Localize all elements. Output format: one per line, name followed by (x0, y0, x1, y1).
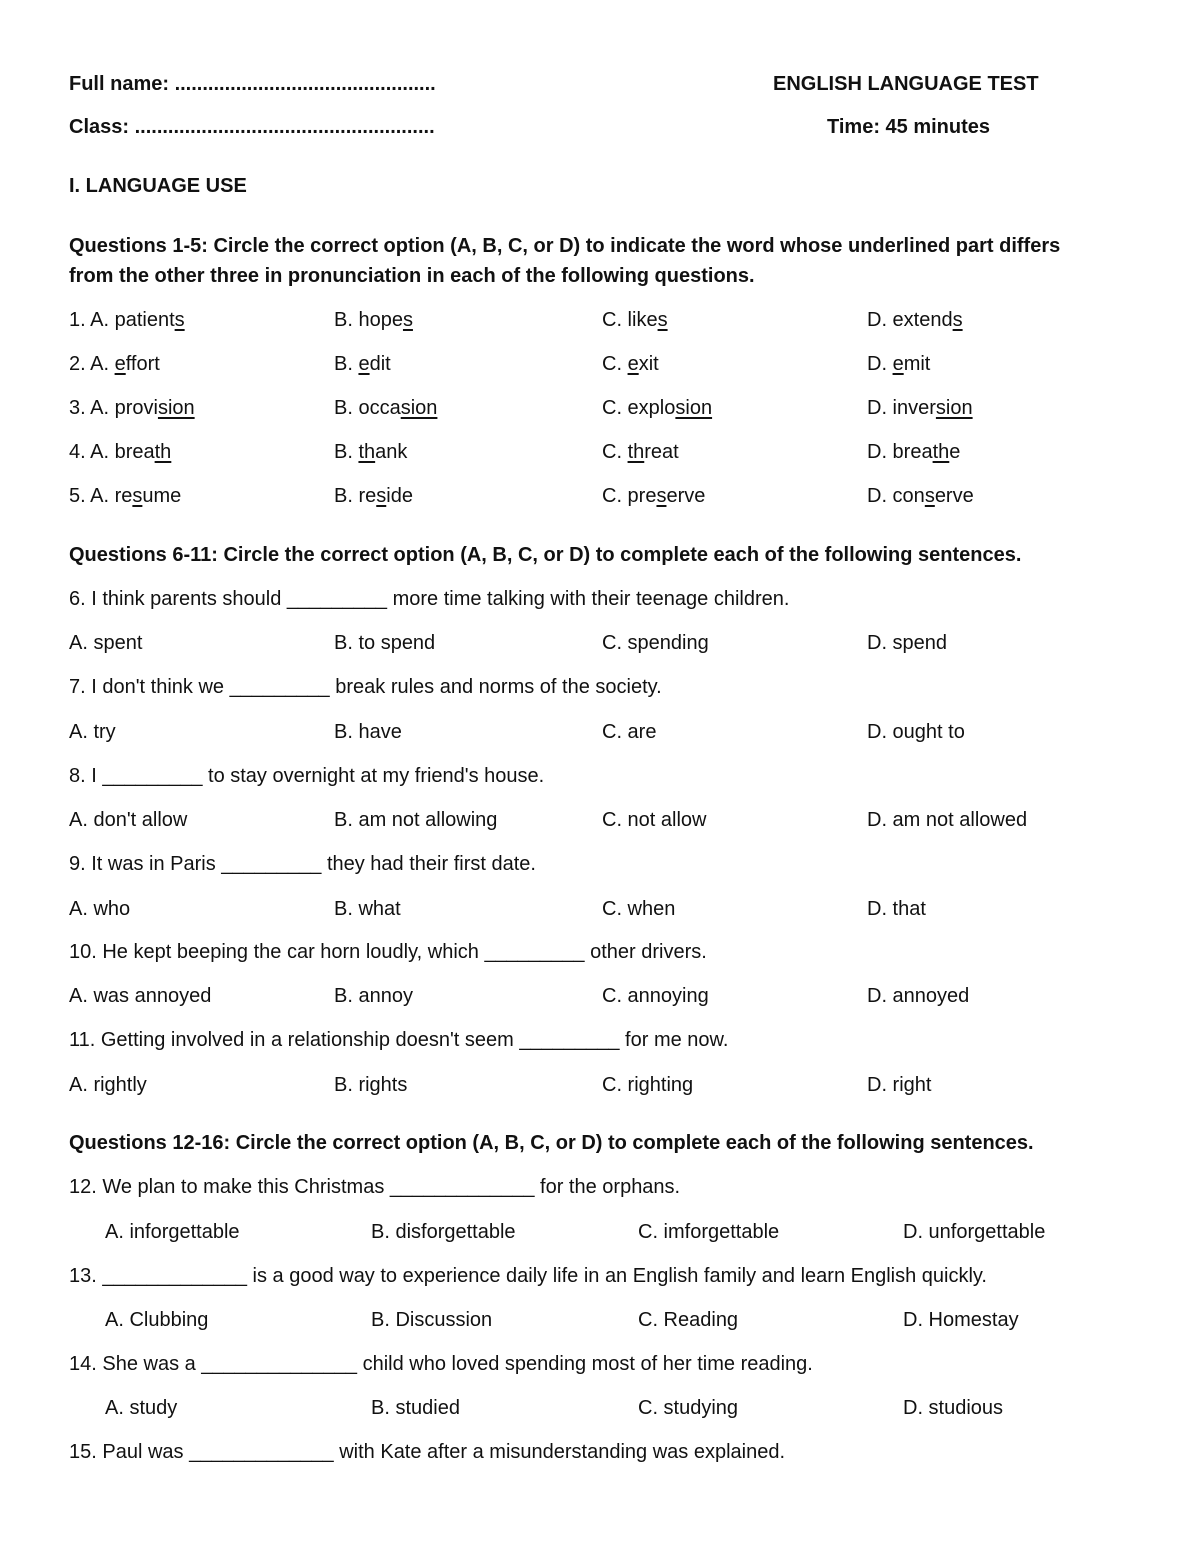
answer-option[interactable]: B. reside (334, 485, 413, 507)
answer-option[interactable]: A. try (69, 721, 116, 743)
answer-option[interactable]: B. thank (334, 441, 408, 463)
answer-option[interactable]: B. annoy (334, 985, 413, 1007)
instruction-q6-11: Questions 6-11: Circle the correct option (A, B, C, or D) to complete each of the following sentences. (69, 544, 1022, 566)
answer-option[interactable]: 5. A. resume (69, 485, 182, 507)
answer-option[interactable]: B. rights (334, 1074, 408, 1096)
answer-option[interactable]: D. ought to (867, 721, 965, 743)
instruction-q1-5-line1: Questions 1-5: Circle the correct option (A, B, C, or D) to indicate the word whose underlined part differs (69, 235, 1061, 257)
answer-option[interactable]: A. who (69, 898, 131, 920)
full-name-field: Full name: ............................................... (69, 73, 436, 95)
question-row (69, 484, 1169, 510)
answer-option[interactable]: A. Clubbing (105, 1309, 209, 1331)
question-stem: 10. He kept beeping the car horn loudly, which _________ other drivers. (69, 941, 707, 963)
answer-option[interactable]: D. extends (867, 309, 963, 331)
question-row (69, 440, 1169, 466)
options-row (69, 808, 1169, 834)
answer-option[interactable]: B. what (334, 898, 401, 920)
answer-option[interactable]: D. inversion (867, 397, 973, 419)
answer-option[interactable]: D. annoyed (867, 985, 970, 1007)
question-stem: 8. I _________ to stay overnight at my friend's house. (69, 765, 545, 787)
options-row (69, 984, 1169, 1010)
answer-option[interactable]: B. Discussion (371, 1309, 493, 1331)
answer-option[interactable]: C. studying (638, 1397, 739, 1419)
answer-option[interactable]: C. spending (602, 632, 709, 654)
answer-option[interactable]: C. not allow (602, 809, 707, 831)
answer-option[interactable]: C. preserve (602, 485, 706, 507)
options-row (69, 631, 1169, 657)
class-field: Class: ...................................................... (69, 116, 435, 138)
options-row (69, 1073, 1169, 1099)
answer-option[interactable]: B. disforgettable (371, 1221, 516, 1243)
question-stem: 6. I think parents should _________ more time talking with their teenage children. (69, 588, 790, 610)
answer-option[interactable]: 2. A. effort (69, 353, 160, 375)
answer-option[interactable]: C. explosion (602, 397, 713, 419)
answer-option[interactable]: B. am not allowing (334, 809, 498, 831)
answer-option[interactable]: 3. A. provision (69, 397, 195, 419)
question-row (69, 396, 1169, 422)
answer-option[interactable]: D. studious (903, 1397, 1004, 1419)
question-stem: 15. Paul was _____________ with Kate after a misunderstanding was explained. (69, 1441, 786, 1463)
answer-option[interactable]: D. unforgettable (903, 1221, 1046, 1243)
options-row (69, 1396, 1169, 1422)
instruction-q1-5-line2: from the other three in pronunciation in each of the following questions. (69, 265, 755, 287)
options-row (69, 720, 1169, 746)
answer-option[interactable]: C. annoying (602, 985, 709, 1007)
answer-option[interactable]: A. was annoyed (69, 985, 212, 1007)
answer-option[interactable]: C. when (602, 898, 676, 920)
answer-option[interactable]: 1. A. patients (69, 309, 185, 331)
question-row (69, 352, 1169, 378)
question-stem: 7. I don't think we _________ break rules and norms of the society. (69, 676, 662, 698)
answer-option[interactable]: C. exit (602, 353, 659, 375)
answer-option[interactable]: B. hopes (334, 309, 413, 331)
answer-option[interactable]: C. Reading (638, 1309, 739, 1331)
options-row (69, 1308, 1169, 1334)
answer-option[interactable]: 4. A. breath (69, 441, 172, 463)
time-limit: Time: 45 minutes (827, 116, 991, 138)
answer-option[interactable]: B. to spend (334, 632, 436, 654)
answer-option[interactable]: D. emit (867, 353, 931, 375)
answer-option[interactable]: C. likes (602, 309, 668, 331)
answer-option[interactable]: A. spent (69, 632, 143, 654)
answer-option[interactable]: D. conserve (867, 485, 974, 507)
answer-option[interactable]: D. breathe (867, 441, 961, 463)
answer-option[interactable]: B. studied (371, 1397, 460, 1419)
answer-option[interactable]: D. spend (867, 632, 948, 654)
answer-option[interactable]: C. righting (602, 1074, 694, 1096)
answer-option[interactable]: C. threat (602, 441, 679, 463)
answer-option[interactable]: C. imforgettable (638, 1221, 780, 1243)
answer-option[interactable]: A. inforgettable (105, 1221, 240, 1243)
answer-option[interactable]: A. study (105, 1397, 178, 1419)
answer-option[interactable]: D. am not allowed (867, 809, 1028, 831)
instruction-q12-16: Questions 12-16: Circle the correct option (A, B, C, or D) to complete each of the following sentences. (69, 1132, 1034, 1154)
options-row (69, 897, 1169, 923)
test-title: ENGLISH LANGUAGE TEST (773, 73, 1039, 95)
question-stem: 11. Getting involved in a relationship doesn't seem _________ for me now. (69, 1029, 729, 1051)
question-stem: 9. It was in Paris _________ they had their first date. (69, 853, 536, 875)
answer-option[interactable]: A. don't allow (69, 809, 188, 831)
question-stem: 12. We plan to make this Christmas _____________ for the orphans. (69, 1176, 681, 1198)
section-title: I. LANGUAGE USE (69, 175, 247, 197)
answer-option[interactable]: B. have (334, 721, 402, 743)
answer-option[interactable]: C. are (602, 721, 657, 743)
answer-option[interactable]: A. rightly (69, 1074, 147, 1096)
question-stem: 14. She was a ______________ child who loved spending most of her time reading. (69, 1353, 813, 1375)
options-row (69, 1220, 1169, 1246)
answer-option[interactable]: D. Homestay (903, 1309, 1019, 1331)
answer-option[interactable]: D. that (867, 898, 926, 920)
answer-option[interactable]: D. right (867, 1074, 932, 1096)
answer-option[interactable]: B. edit (334, 353, 391, 375)
question-stem: 13. _____________ is a good way to experience daily life in an English family and learn English quickly. (69, 1265, 987, 1287)
answer-option[interactable]: B. occasion (334, 397, 438, 419)
question-row (69, 308, 1169, 334)
